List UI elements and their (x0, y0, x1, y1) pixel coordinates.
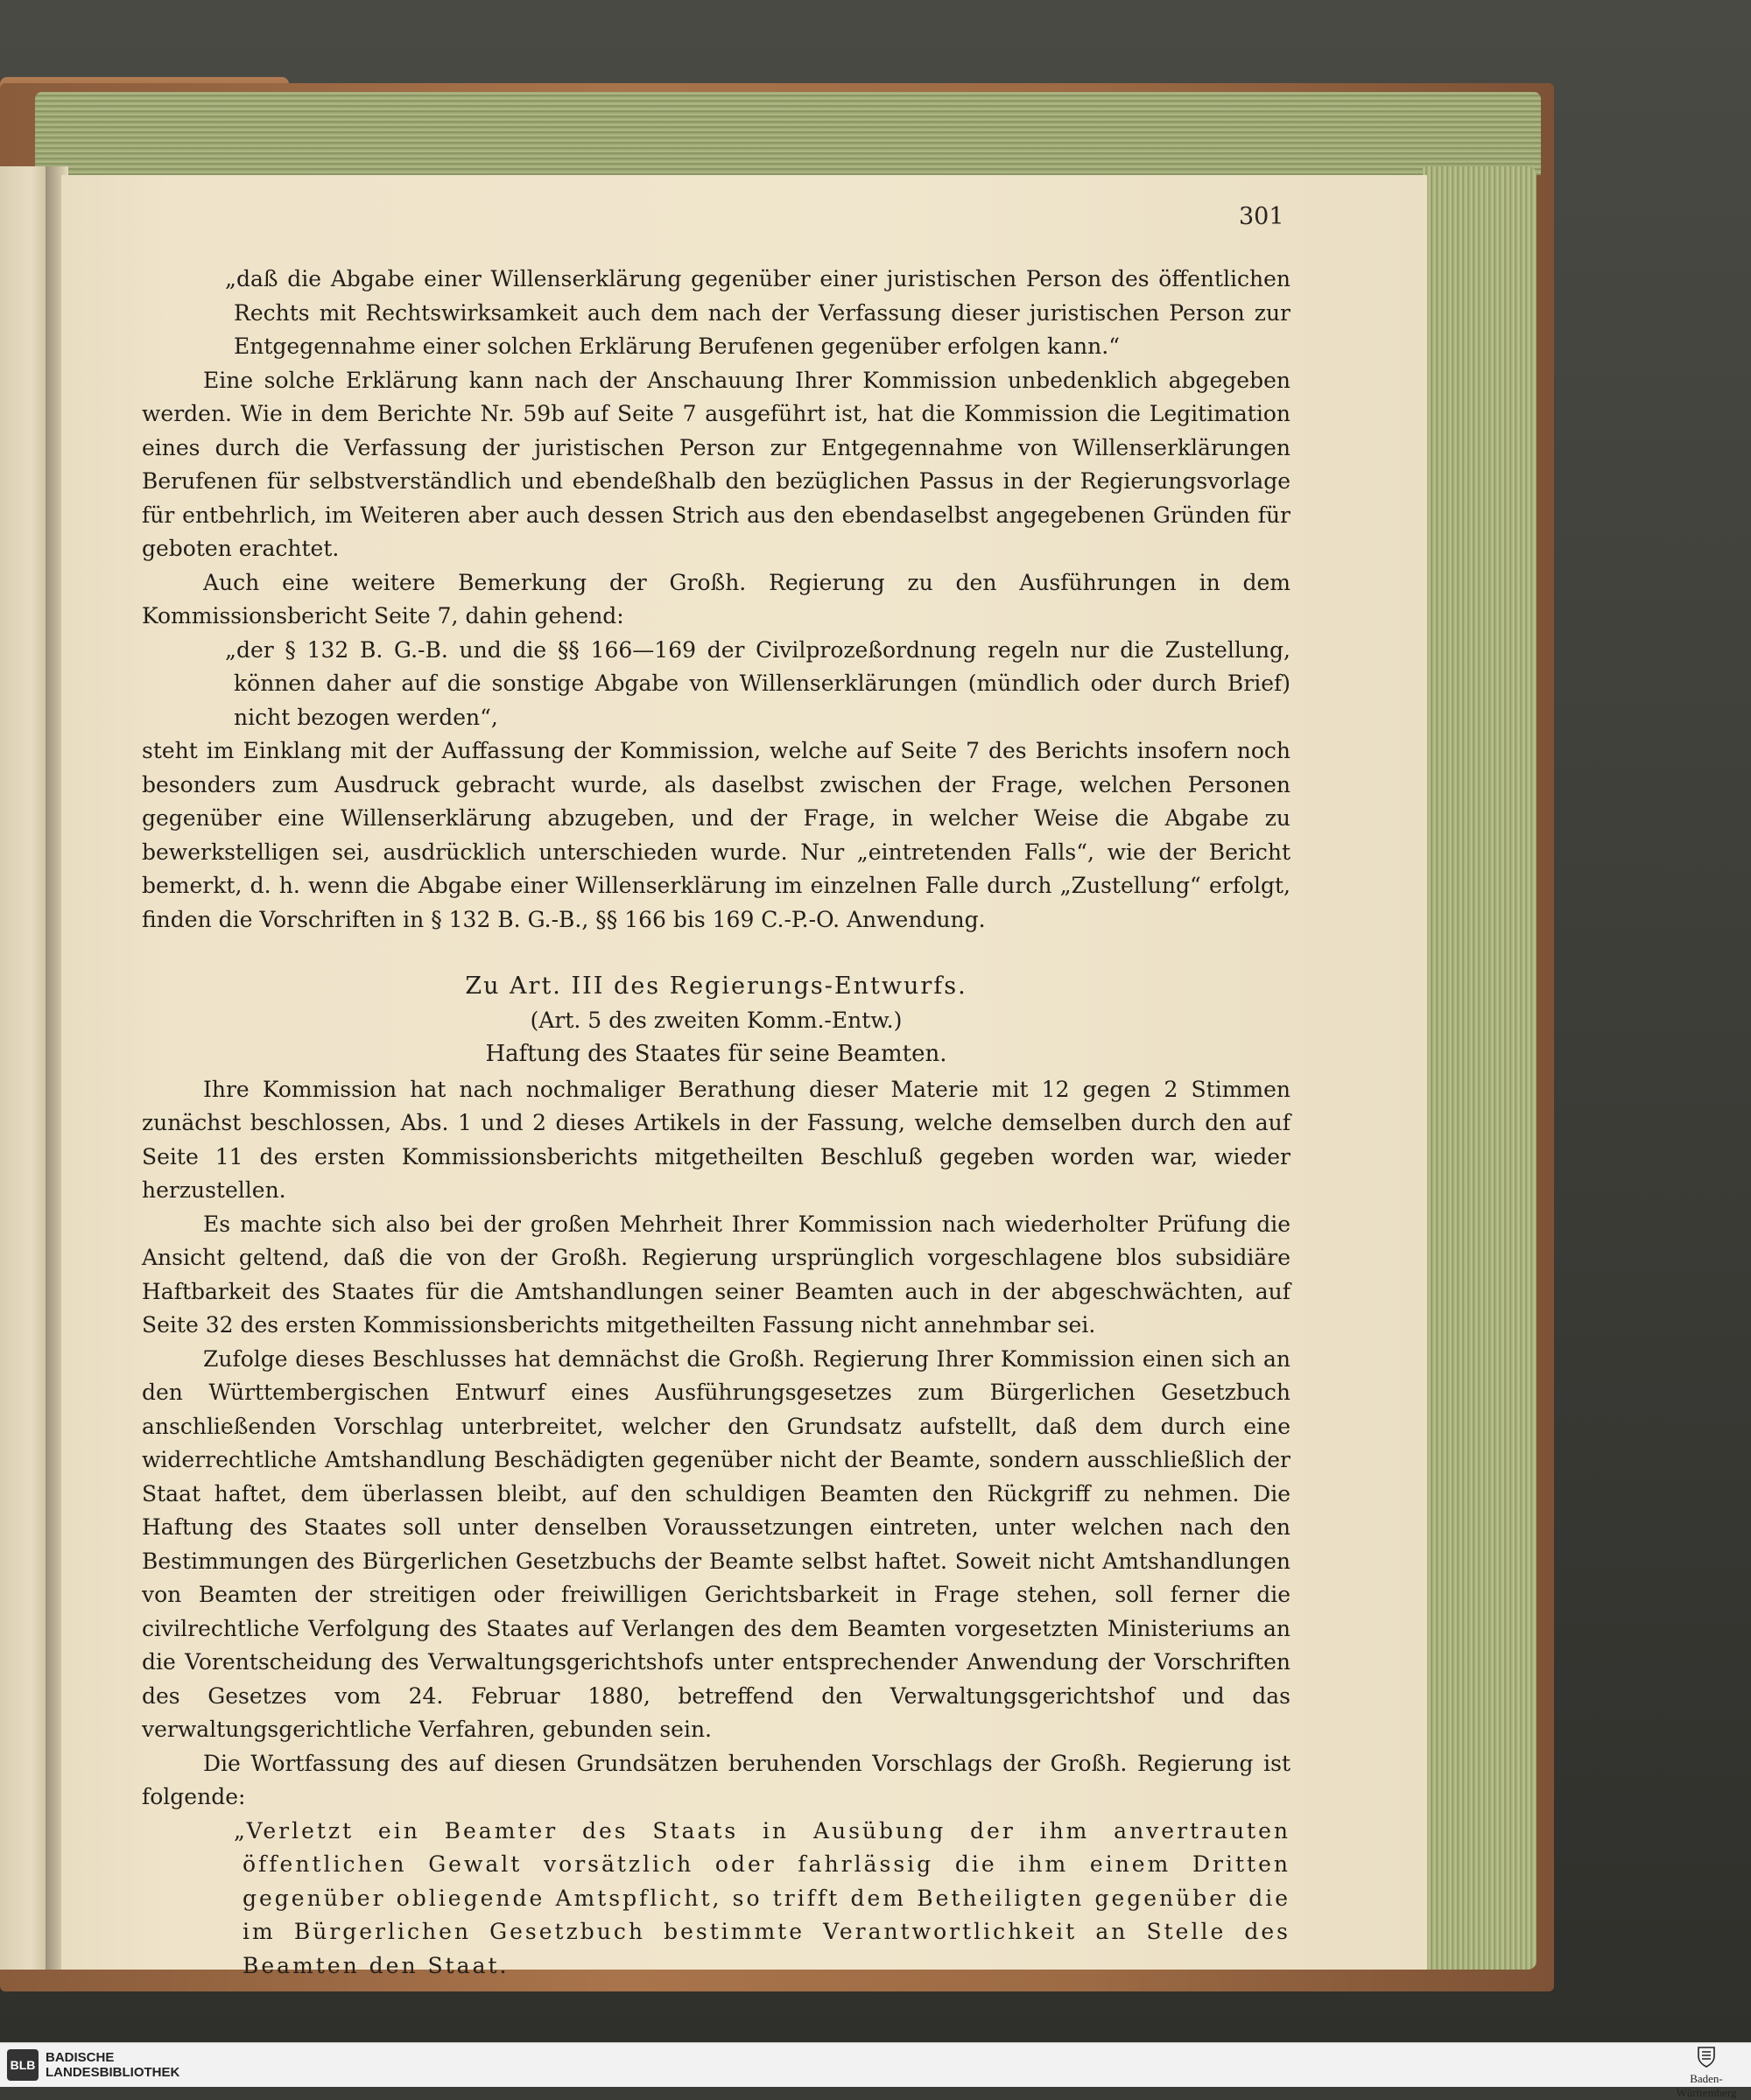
paragraph: Zufolge dieses Beschlusses hat demnächst die Großh. Regierung Ihrer Kommission einen sich an den Württembergischen Entwurf eines Ausführungsgesetzes zum Bürgerlichen Gesetzbuch anschließenden Vorschlag unterbreitet, welcher den Grundsatz aufstellt, daß dem durch eine widerrechtliche Amtshandlung Beschädigten gegenüber nicht der Beamte, sondern ausschließlich der Staat haftet, dem überlassen bleibt, auf den schuldigen Beamten den Rückgriff zu nehmen. Die Haftung des Staates soll unter denselben Voraussetzungen eintreten, unter welchen nach den Bestimmungen des Bürgerlichen Gesetzbuchs der Beamte selbst haftet. Soweit nicht Amtshandlungen von Beamten der streitigen oder freiwilligen Gerichtsbarkeit in Frage stehen, soll ferner die civilrechtliche Verfolgung des Staates auf Verlangen des dem Beamten vorgesetzten Ministeriums an die Vorentscheidung des Verwaltungsgerichtshofs unter entsprechender Anwendung der Vorschriften des Gesetzes vom 24. Februar 1880, betreffend den Verwaltungsgerichtshof und das verwaltungsgerichtliche Verfahren, gebunden sein. (142, 1345, 1290, 1742)
quote-paragraph: „der § 132 B. G.-B. und die §§ 166—169 der Civilprozeßordnung regeln nur die Zustellung, können daher auf die sonstige Abgabe von Willenserklärungen (mündlich oder durch Brief) nicht bezogen werden“, (225, 636, 1290, 730)
coat-of-arms-icon (1696, 2045, 1717, 2068)
quote-paragraph: „Verletzt ein Beamter des Staats in Ausübung der ihm anvertrauten öffentlichen Gewalt vorsätzlich oder fahrlässig die ihm einem Dritten gegenüber obliegende Amtspflicht, so trifft dem Betheiligten gegenüber die im Bürgerlichen Gesetzbuch bestimmte Verantwortlichkeit an Stelle des Beamten den Staat. (234, 1817, 1290, 1978)
blb-logo[interactable]: BLB (7, 2049, 39, 2081)
state-label: Baden-Württemberg (1676, 2072, 1737, 2099)
library-name[interactable] (46, 2050, 179, 2080)
paragraph: steht im Einklang mit der Auffassung der Kommission, welche auf Seite 7 des Berichts insofern noch besonders zum Ausdruck gebracht wurde, als daselbst zwischen der Frage, welchen Personen gegenüber eine Willenserklärung abzugeben, und der Frage, in welcher Weise die Abgabe zu bewerkstelligen sei, ausdrücklich unterschieden wurde. Nur „eintretenden Falls“, wie der Bericht bemerkt, d. h. wenn die Abgabe einer Willenserklärung im einzelnen Falle durch „Zustellung“ erfolgt, finden die Vorschriften in § 132 B. G.-B., §§ 166 bis 169 C.-P.-O. Anwendung. (142, 738, 1290, 932)
quote-paragraph: „daß die Abgabe einer Willenserklärung gegenüber einer juristischen Person des öffentlichen Rechts mit Rechtswirksamkeit auch dem nach der Verfassung dieser juristischen Person zur Entgegennahme einer solchen Erklärung Berufenen gegenüber erfolgen kann.“ (225, 266, 1290, 359)
footer-bar (0, 2042, 1751, 2099)
paragraph: Ihre Kommission hat nach nochmaliger Berathung dieser Materie mit 12 gegen 2 Stimmen zunächst beschlossen, Abs. 1 und 2 dieses Artikels in der Fassung, welche demselben durch den auf Seite 11 des ersten Kommissionsberichts mitgetheilten Beschluß gegeben worden war, wieder herzustellen. (142, 1076, 1290, 1203)
section-title: Haftung des Staates für seine Beamten. (485, 1041, 947, 1067)
page-edges-right (1423, 166, 1537, 1970)
paragraph: Die Wortfassung des auf diesen Grundsätzen beruhenden Vorschlags der Großh. Regierung ist folgende: (142, 1750, 1290, 1809)
library-name-line1: BADISCHE (46, 2050, 115, 2065)
paragraph: Eine solche Erklärung kann nach der Anschauung Ihrer Kommission unbedenklich abgegeben werden. Wie in dem Berichte Nr. 59b auf Seite 7 ausgeführt ist, hat die Kommission die Legitimation eines durch die Verfassung der juristischen Person zur Entgegennahme von Willenserklärungen Berufenen für selbstverständlich und ebendeßhalb den bezüglichen Passus in der Regierungsvorlage für entbehrlich, im Weiteren aber auch dessen Strich aus den ebendaselbst angegebenen Gründen für geboten erachtet. (142, 367, 1290, 561)
paragraph: Es machte sich also bei der großen Mehrheit Ihrer Kommission nach wiederholter Prüfung die Ansicht geltend, daß die von der Großh. Regierung ursprünglich vorgeschlagene blos subsidiäre Haftbarkeit des Staates für die Amtshandlungen seiner Beamten auch in der abgeschwächten, auf Seite 32 des ersten Kommissionsberichts mitgetheilten Fassung nicht annehmbar sei. (142, 1211, 1290, 1338)
page-number: 301 (1239, 203, 1284, 230)
library-name-line2: LANDESBIBLIOTHEK (46, 2065, 180, 2080)
page-text (142, 263, 1290, 1983)
bw-logo[interactable] (1667, 2045, 1746, 2100)
paragraph: Auch eine weitere Bemerkung der Großh. Regierung zu den Ausführungen in dem Kommissionsbericht Seite 7, dahin gehend: (142, 569, 1290, 629)
section-heading: Zu Art. III des Regierungs-Entwurfs. (465, 973, 967, 1000)
page-edges-top (35, 92, 1541, 175)
section-subheading: (Art. 5 des zweiten Komm.-Entw.) (530, 1007, 903, 1033)
left-page-sliver (0, 166, 51, 1970)
